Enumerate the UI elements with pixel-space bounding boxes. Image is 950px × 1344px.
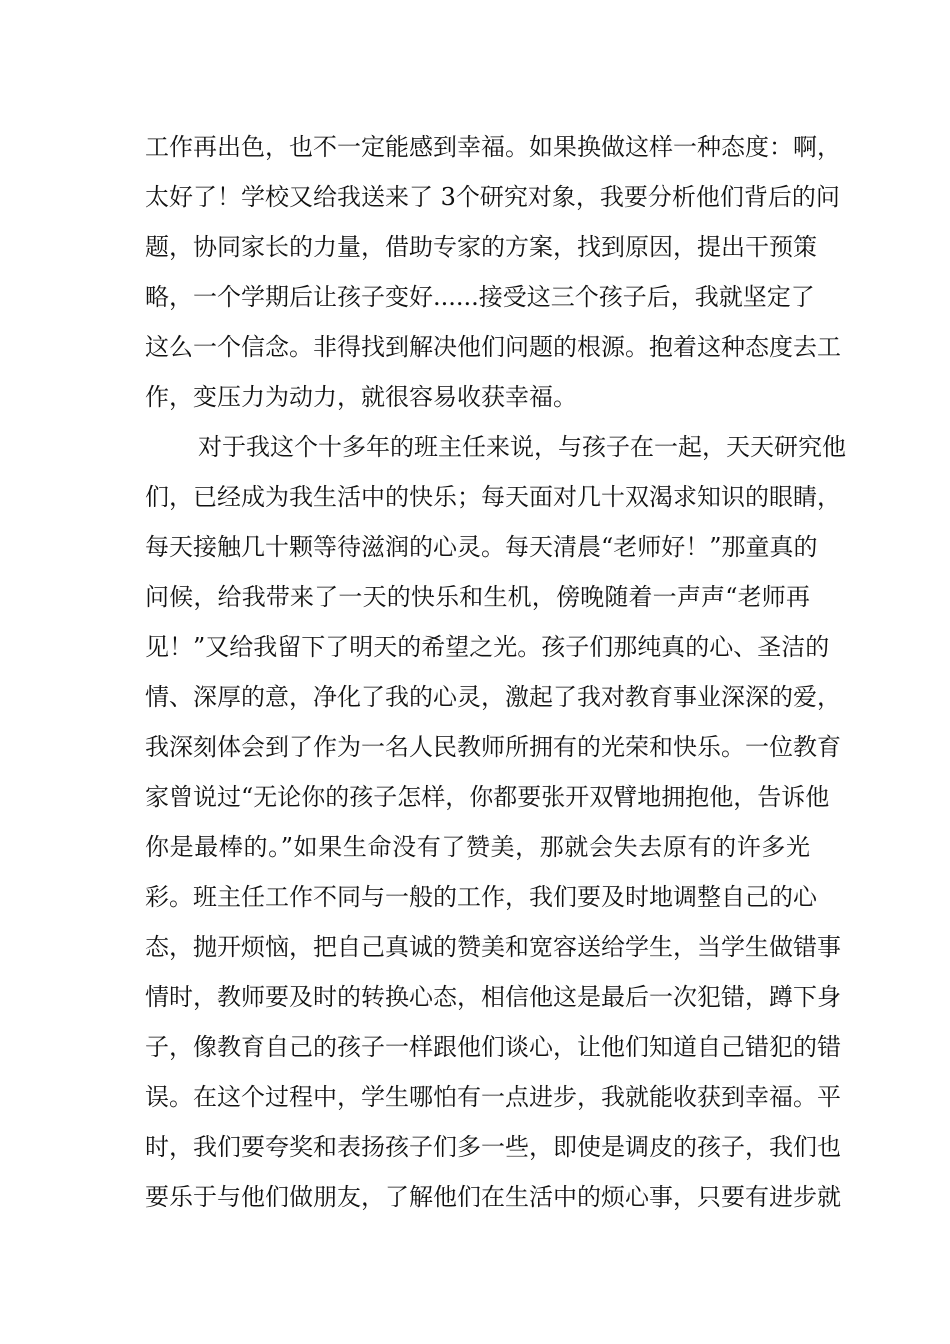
- text-line: 我深刻体会到了作为一名人民教师所拥有的光荣和快乐。一位教育: [145, 733, 841, 761]
- text-line: 态，抛开烦恼，把自己真诚的赞美和宽容送给学生，当学生做错事: [145, 933, 841, 961]
- text-line: 这么一个信念。非得找到解决他们问题的根源。抱着这种态度去工: [145, 333, 841, 361]
- text-line: 们，已经成为我生活中的快乐；每天面对几十双渴求知识的眼睛，: [145, 483, 841, 511]
- text-line: 作，变压力为动力，就很容易收获幸福。: [145, 383, 577, 411]
- text-line: 每天接触几十颗等待滋润的心灵。每天清晨“老师好！”那童真的: [145, 533, 818, 561]
- text-line: 家曾说过“无论你的孩子怎样，你都要张开双臂地拥抱他，告诉他: [145, 783, 830, 811]
- text-line: 略，一个学期后让孩子变好......接受这三个孩子后，我就坚定了: [145, 283, 815, 311]
- text-line: 你是最棒的。”如果生命没有了赞美，那就会失去原有的许多光: [145, 833, 810, 861]
- text-line: 时，我们要夸奖和表扬孩子们多一些，即使是调皮的孩子，我们也: [145, 1133, 841, 1161]
- text-line: 子，像教育自己的孩子一样跟他们谈心，让他们知道自己错犯的错: [145, 1033, 841, 1061]
- text-line: 题，协同家长的力量，借助专家的方案，找到原因，提出干预策: [145, 233, 817, 261]
- text-line: 对于我这个十多年的班主任来说，与孩子在一起，天天研究他: [198, 433, 846, 461]
- text-line: 情、深厚的意，净化了我的心灵，激起了我对教育事业深深的爱，: [145, 683, 841, 711]
- text-line: 太好了！学校又给我送来了 3个研究对象，我要分析他们背后的问: [145, 183, 840, 211]
- document-body: [145, 127, 846, 1227]
- text-line: 彩。班主任工作不同与一般的工作，我们要及时地调整自己的心: [145, 883, 817, 911]
- text-line: 工作再出色，也不一定能感到幸福。如果换做这样一种态度：啊，: [145, 133, 841, 161]
- text-line: 要乐于与他们做朋友，了解他们在生活中的烦心事，只要有进步就: [145, 1183, 841, 1211]
- text-line: 情时，教师要及时的转换心态，相信他这是最后一次犯错，蹲下身: [145, 983, 841, 1011]
- text-line: 误。在这个过程中，学生哪怕有一点进步，我就能收获到幸福。平: [145, 1083, 841, 1111]
- text-line: 问候，给我带来了一天的快乐和生机，傍晚随着一声声“老师再: [145, 583, 810, 611]
- text-line: 见！”又给我留下了明天的希望之光。孩子们那纯真的心、圣洁的: [145, 633, 830, 661]
